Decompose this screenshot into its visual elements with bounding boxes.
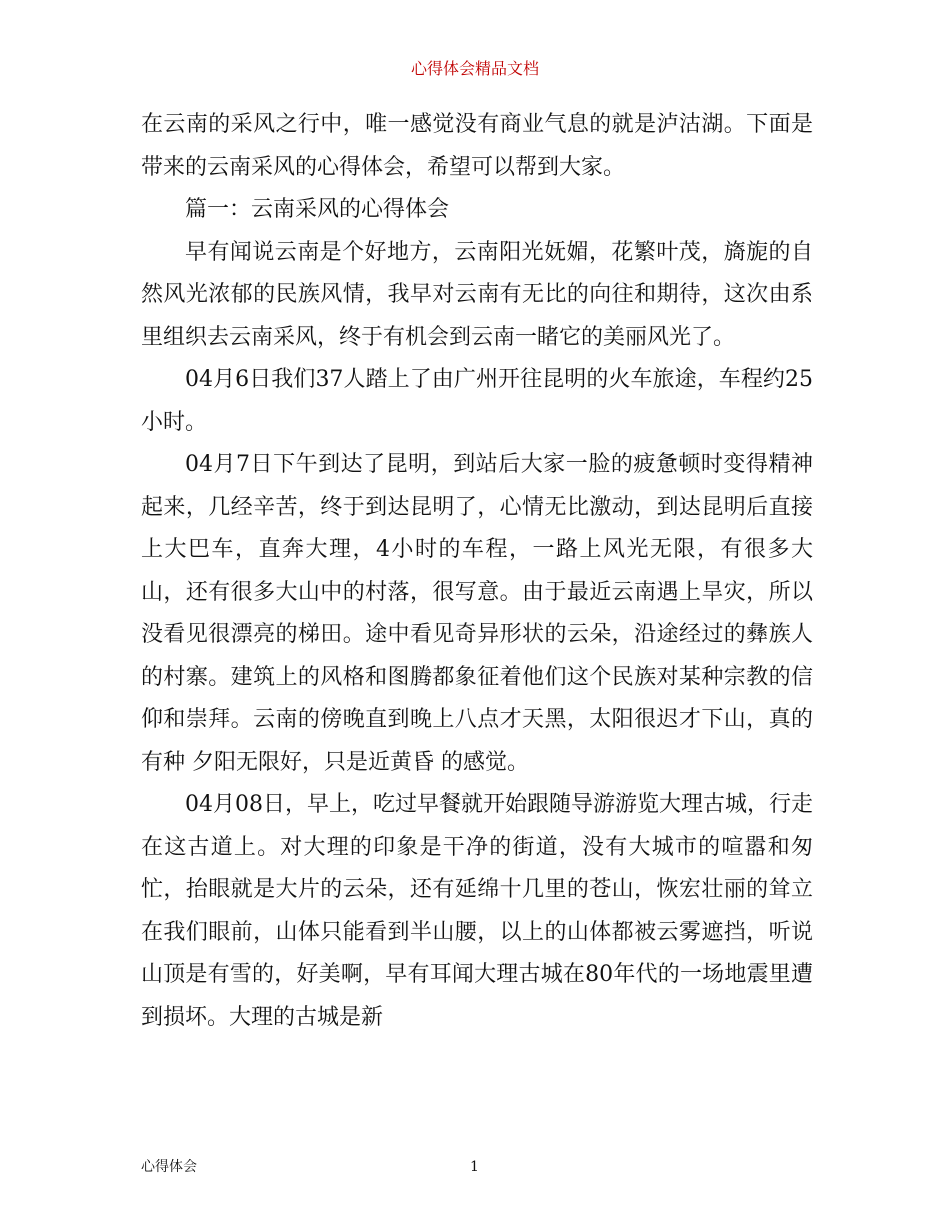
paragraph-intro: 在云南的采风之行中，唯一感觉没有商业气息的就是泸沽湖。下面是带来的云南采风的心得体会，希望可以帮到大家。 — [141, 112, 813, 180]
paragraph: 早有闻说云南是个好地方，云南阳光妩媚，花繁叶茂，旖旎的自然风光浓郁的民族风情，我早对云南有无比的向往和期待，这次由系里组织去云南采风，终于有机会到云南一睹它的美丽风光了。 — [141, 239, 813, 350]
paragraph: 04月7日下午到达了昆明，到站后大家一脸的疲惫顿时变得精神起来，几经辛苦，终于到达昆明了，心情无比激动，到达昆明后直接上大巴车，直奔大理，4小时的车程，一路上风光无限，有很多大山，还有很多大山中的村落，很写意。由于最近云南遇上旱灾，所以没看见很漂亮的梯田。途中看见奇异形状的云朵，沿途经过的彝族人的村寨。建筑上的风格和图腾都象征着他们这个民族对某种宗教的信仰和崇拜。云南的傍晚直到晚上八点才天黑，太阳很迟才下山，真的有种 夕阳无限好，只是近黄昏 的感觉。 — [141, 452, 813, 775]
paragraph: 04月6日我们37人踏上了由广州开往昆明的火车旅途，车程约25小时。 — [141, 367, 813, 435]
paragraph: 04月08日，早上，吃过早餐就开始跟随导游游览大理古城，行走在这古道上。对大理的印象是干净的街道，没有大城市的喧嚣和匆忙，抬眼就是大片的云朵，还有延绵十几里的苍山，恢宏壮丽的耸立在我们眼前，山体只能看到半山腰，以上的山体都被云雾遮挡，听说山顶是有雪的，好美啊，早有耳闻大理古城在80年代的一场地震里遭到损坏。大理的古城是新 — [141, 792, 813, 1030]
footer-label: 心得体会 — [141, 1159, 197, 1175]
section-heading: 篇一：云南采风的心得体会 — [185, 197, 450, 222]
document-body — [141, 104, 813, 1039]
page-number: 1 — [470, 1159, 479, 1175]
page-header-title: 心得体会精品文档 — [410, 59, 539, 78]
